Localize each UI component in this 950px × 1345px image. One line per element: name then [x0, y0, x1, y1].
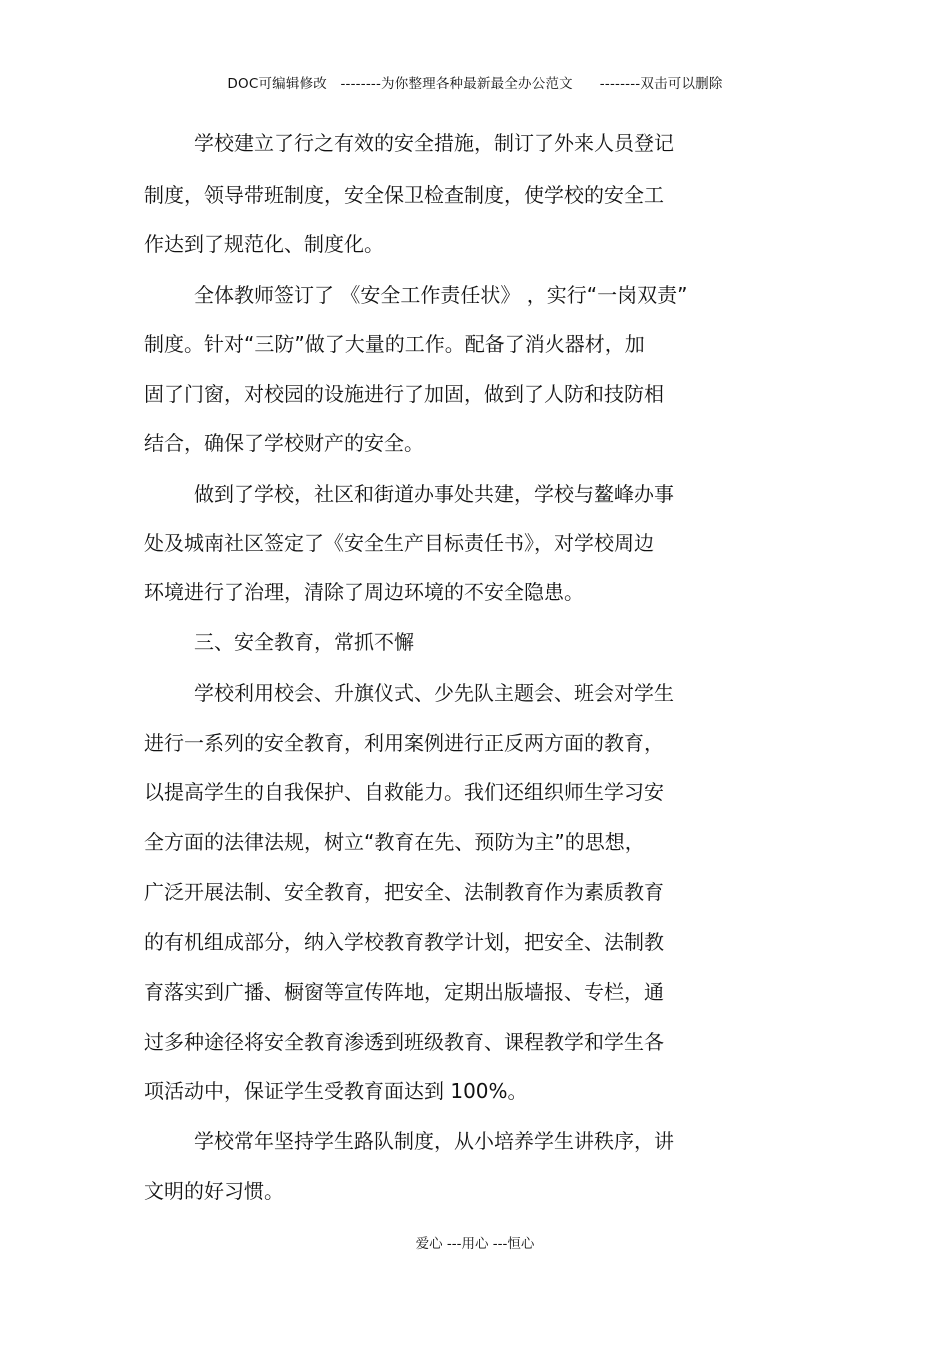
- text-line: 全体教师签订了 《安全工作责任状》 ，实行“一岗双责”: [194, 283, 688, 307]
- text-line: 文明的好习惯。: [144, 1179, 284, 1203]
- text-line: 的有机组成部分，纳入学校教育教学计划，把安全、法制教: [144, 930, 664, 954]
- text-line: 广泛开展法制、安全教育，把安全、法制教育作为素质教育: [144, 880, 664, 904]
- text-line: 学校常年坚持学生路队制度，从小培养学生讲秩序，讲: [194, 1129, 674, 1153]
- header-left: DOC可编辑修改: [227, 76, 327, 92]
- text-line: 育落实到广播、橱窗等宣传阵地，定期出版墙报、专栏，通: [144, 980, 664, 1004]
- page-footer: 爱心 ---用心 ---恒心: [415, 1236, 535, 1252]
- text-line: 学校建立了行之有效的安全措施，制订了外来人员登记: [194, 131, 674, 155]
- text-line: 全方面的法律法规，树立“教育在先、预防为主”的思想，: [144, 830, 645, 854]
- text-line: 处及城南社区签定了《安全生产目标责任书》，对学校周边: [144, 531, 654, 555]
- text-line: 作达到了规范化、制度化。: [144, 232, 384, 256]
- text-line: 固了门窗，对校园的设施进行了加固，做到了人防和技防相: [144, 382, 664, 406]
- text-line: 项活动中，保证学生受教育面达到 100%。: [144, 1079, 528, 1103]
- header-middle: --------为你整理各种最新最全办公范文: [340, 76, 573, 92]
- text-line: 以提高学生的自我保护、自救能力。我们还组织师生学习安: [144, 780, 664, 804]
- text-line: 进行一系列的安全教育，利用案例进行正反两方面的教育，: [144, 731, 664, 755]
- text-line: 做到了学校，社区和街道办事处共建，学校与鳌峰办事: [194, 482, 674, 506]
- text-line: 结合，确保了学校财产的安全。: [144, 431, 424, 455]
- page-header: [0, 72, 950, 92]
- text-line: 过多种途径将安全教育渗透到班级教育、课程教学和学生各: [144, 1030, 664, 1054]
- text-line: 制度。针对“三防”做了大量的工作。配备了消火器材，加: [144, 332, 645, 356]
- header-right: --------双击可以删除: [599, 76, 723, 92]
- text-line: 制度，领导带班制度，安全保卫检查制度，使学校的安全工: [144, 183, 664, 207]
- section-heading: 三、安全教育，常抓不懈: [194, 630, 414, 654]
- text-line: 环境进行了治理，清除了周边环境的不安全隐患。: [144, 580, 584, 604]
- text-line: 学校利用校会、升旗仪式、少先队主题会、班会对学生: [194, 681, 674, 705]
